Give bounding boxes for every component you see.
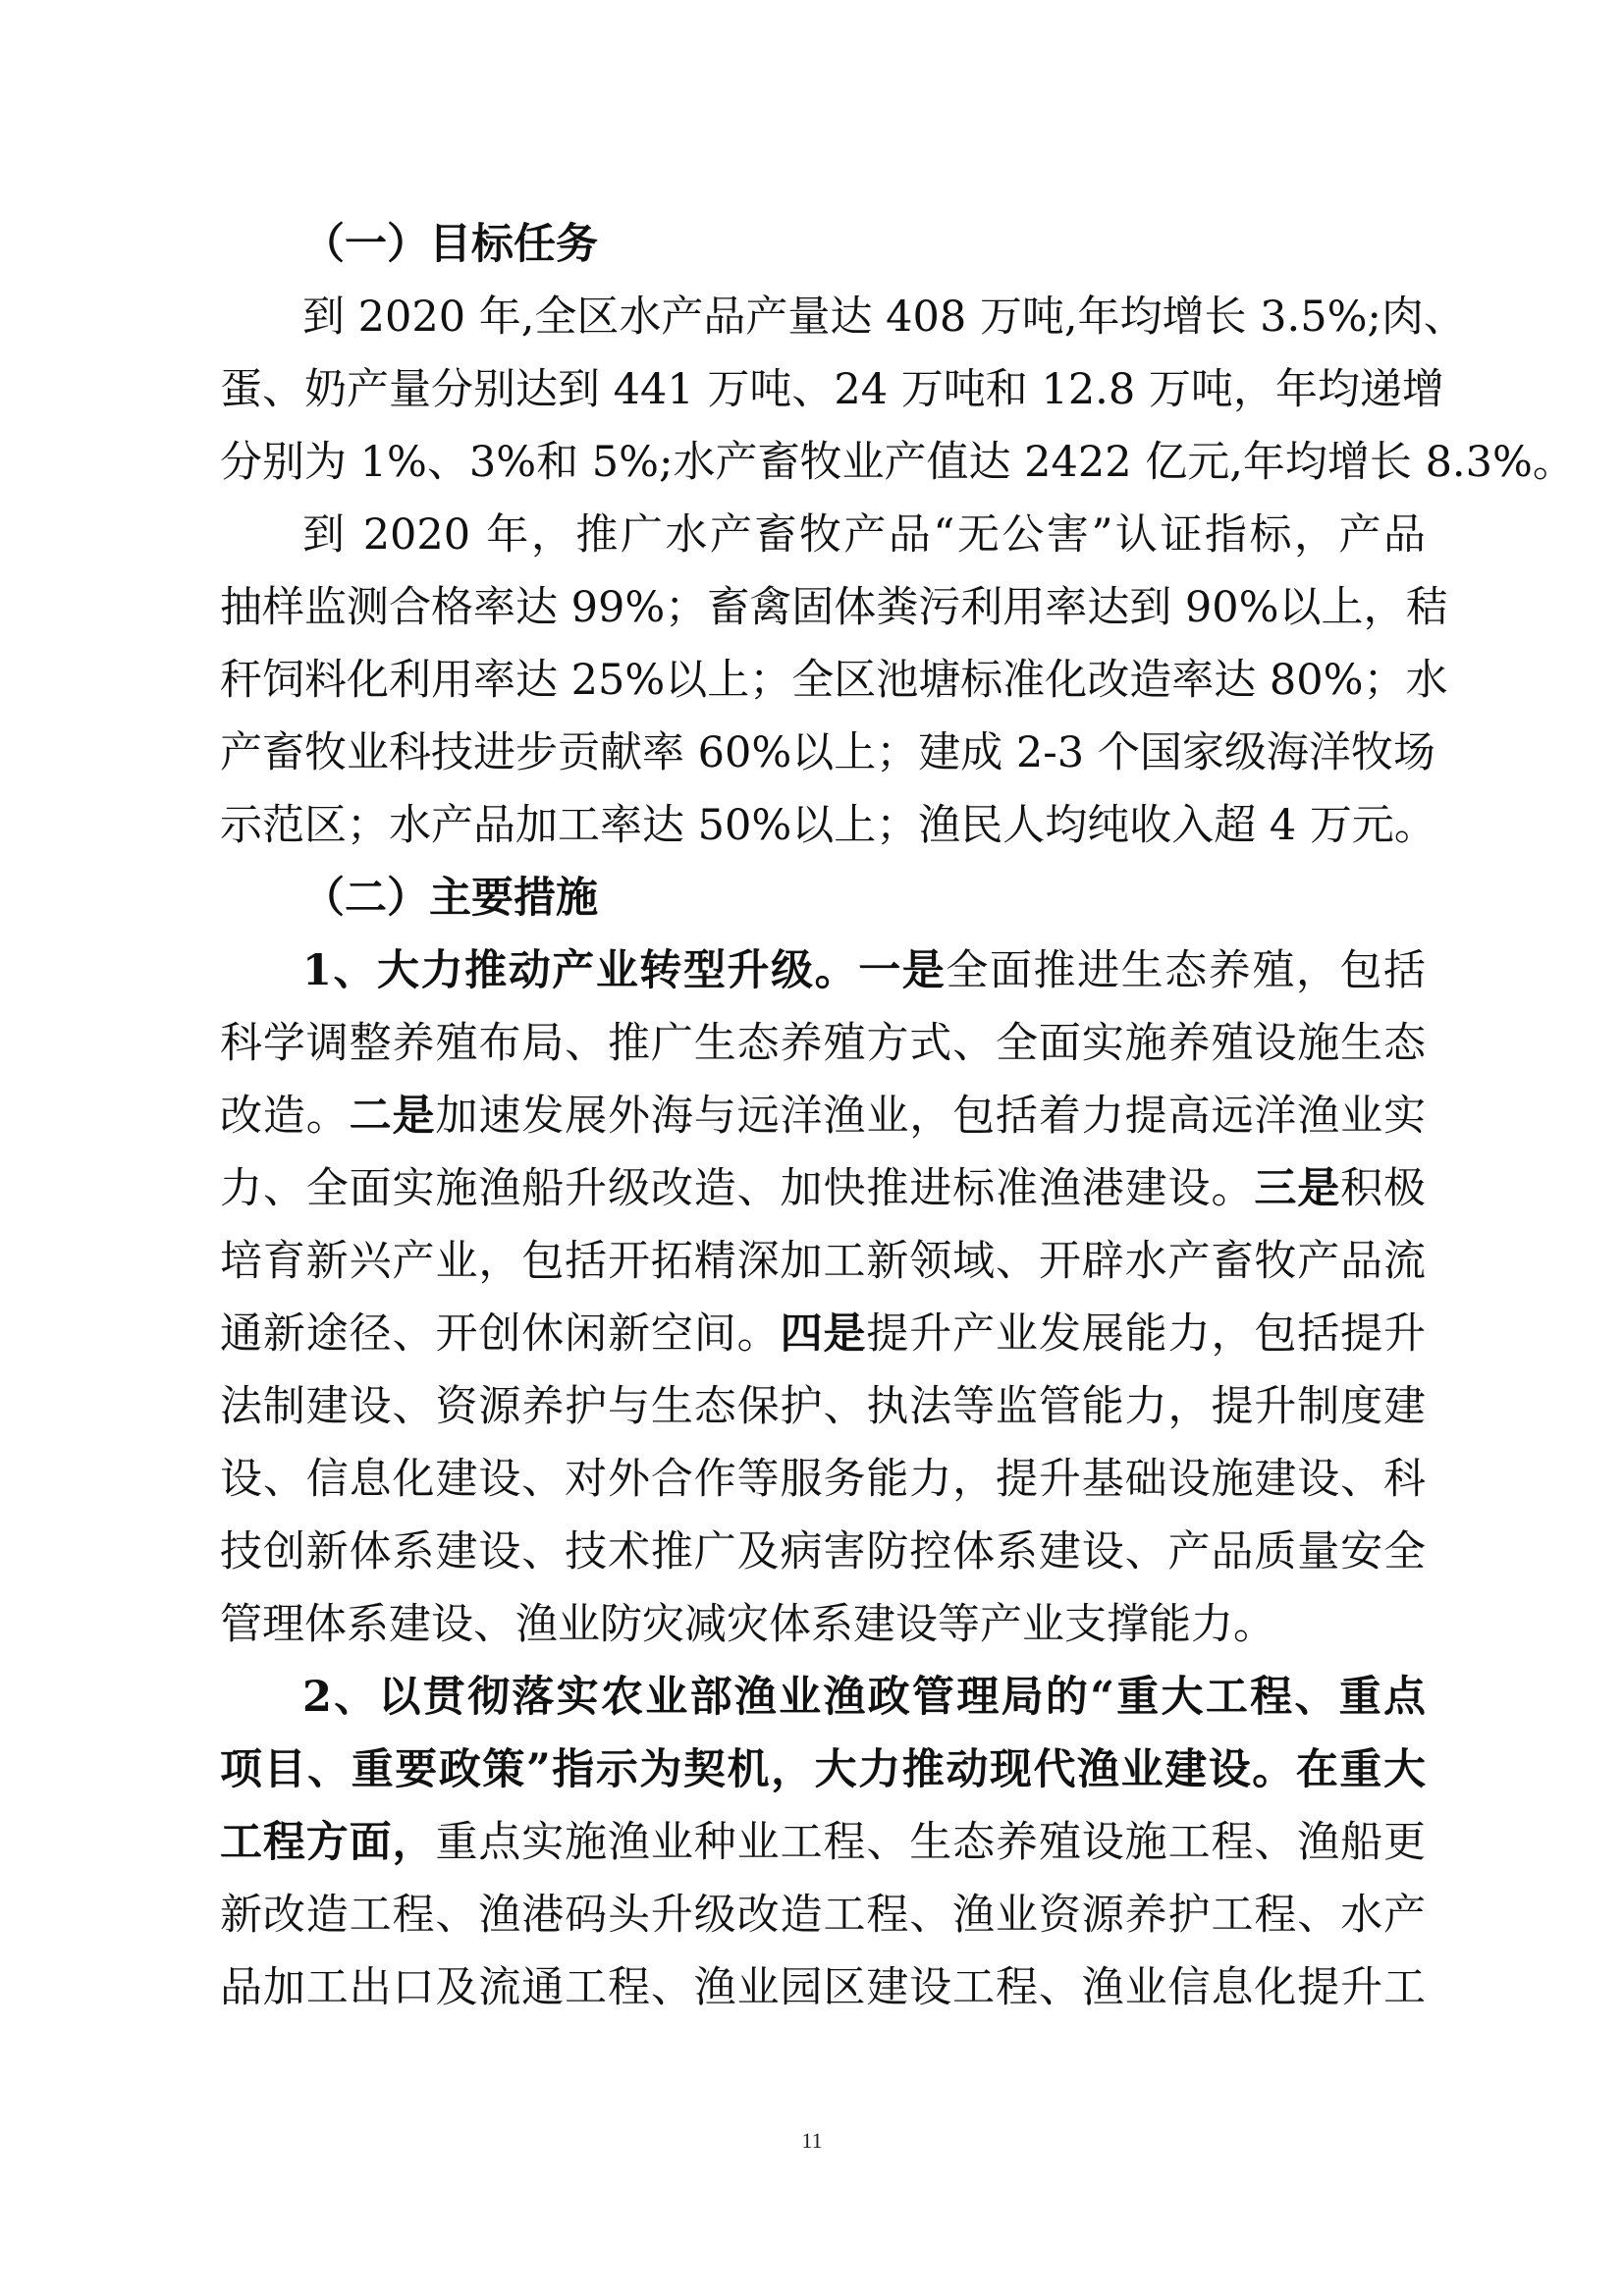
paragraph-production-targets [220,281,1575,499]
text-span: 积极 [1340,1164,1427,1213]
text-line: 科学调整养殖布局、推广生态养殖方式、全面实施养殖设施生态 [220,1019,1426,1068]
text-line: 到 2020 年,全区水产品产量达 408 万吨,年均增长 3.5%;肉、 [302,293,1466,342]
text-line: 管理体系建设、渔业防灾减灾体系建设等产业支撑能力。 [220,1600,1275,1649]
text-span: 重点实施渔业种业工程、生态养殖设施工程、渔船更 [435,1818,1427,1867]
text-line: 培育新兴产业，包括开拓精深加工新领域、开辟水产畜牧产品流 [220,1237,1426,1286]
text-line: 到 2020 年，推广水产畜牧产品“无公害”认证指标，产品 [302,510,1426,560]
text-line: 新改造工程、渔港码头升级改造工程、渔业资源养护工程、水产 [220,1891,1426,1940]
text-line: 秆饲料化利用率达 25%以上；全区池塘标准化改造率达 80%；水 [220,656,1448,705]
bold-lead: 四是 [780,1309,867,1359]
paragraph-quality-targets [220,499,1448,862]
text-span: 全面推进生态养殖，包括 [946,946,1427,995]
text-line: 品加工出口及流通工程、渔业园区建设工程、渔业信息化提升工 [220,1963,1426,2012]
bold-lead: 二是 [349,1092,436,1141]
text-span: 改造。 [220,1092,350,1141]
paragraph-measure-1 [220,934,1426,1661]
text-span: 提升产业发展能力，包括提升 [866,1309,1427,1359]
text-line: 技创新体系建设、技术推广及病害防控体系建设、产品质量安全 [220,1527,1426,1576]
text-line: 抽样监测合格率达 99%；畜禽固体粪污利用率达到 90%以上，秸 [220,583,1448,632]
document-body [220,208,1575,2024]
text-line: 设、信息化建设、对外合作等服务能力，提升基础设施建设、科 [220,1455,1426,1504]
text-span: 加速发展外海与远洋渔业，包括着力提高远洋渔业实 [435,1092,1427,1141]
text-line: 示范区；水产品加工率达 50%以上；渔民人均纯收入超 4 万元。 [220,801,1436,850]
section-heading-measures: （二）主要措施 [302,874,598,923]
text-line: 法制建设、资源养护与生态保护、执法等监管能力，提升制度建 [220,1382,1426,1431]
section-heading-targets: （一）目标任务 [302,220,598,269]
text-line [220,1080,1426,1152]
text-line: 项目、重要政策”指示为契机，大力推动现代渔业建设。在重大 [220,1745,1426,1794]
bold-lead: 工程方面， [220,1818,436,1867]
text-line [220,1298,1426,1370]
bold-lead: 三是 [1254,1164,1341,1213]
text-line: 分别为 1%、3%和 5%;水产畜牧业产值达 2422 亿元,年均增长 8.3%。 [220,438,1575,487]
text-span: 通新途径、开创休闲新空间。 [220,1309,781,1359]
text-line: 蛋、奶产量分别达到 441 万吨、24 万吨和 12.8 万吨，年均递增 [220,365,1444,414]
text-line [220,934,1426,1007]
text-line [220,1152,1426,1225]
text-line: 2、以贯彻落实农业部渔业渔政管理局的“重大工程、重点 [302,1673,1426,1722]
bold-lead: 1、大力推动产业转型升级。一是 [302,946,947,995]
text-span: 力、全面实施渔船升级改造、加快推进标准渔港建设。 [220,1164,1255,1213]
page-number: 11 [801,2128,823,2153]
text-line [220,1806,1426,1879]
text-line: 产畜牧业科技进步贡献率 60%以上；建成 2-3 个国家级海洋牧场 [220,728,1435,777]
paragraph-measure-2 [220,1661,1426,2024]
